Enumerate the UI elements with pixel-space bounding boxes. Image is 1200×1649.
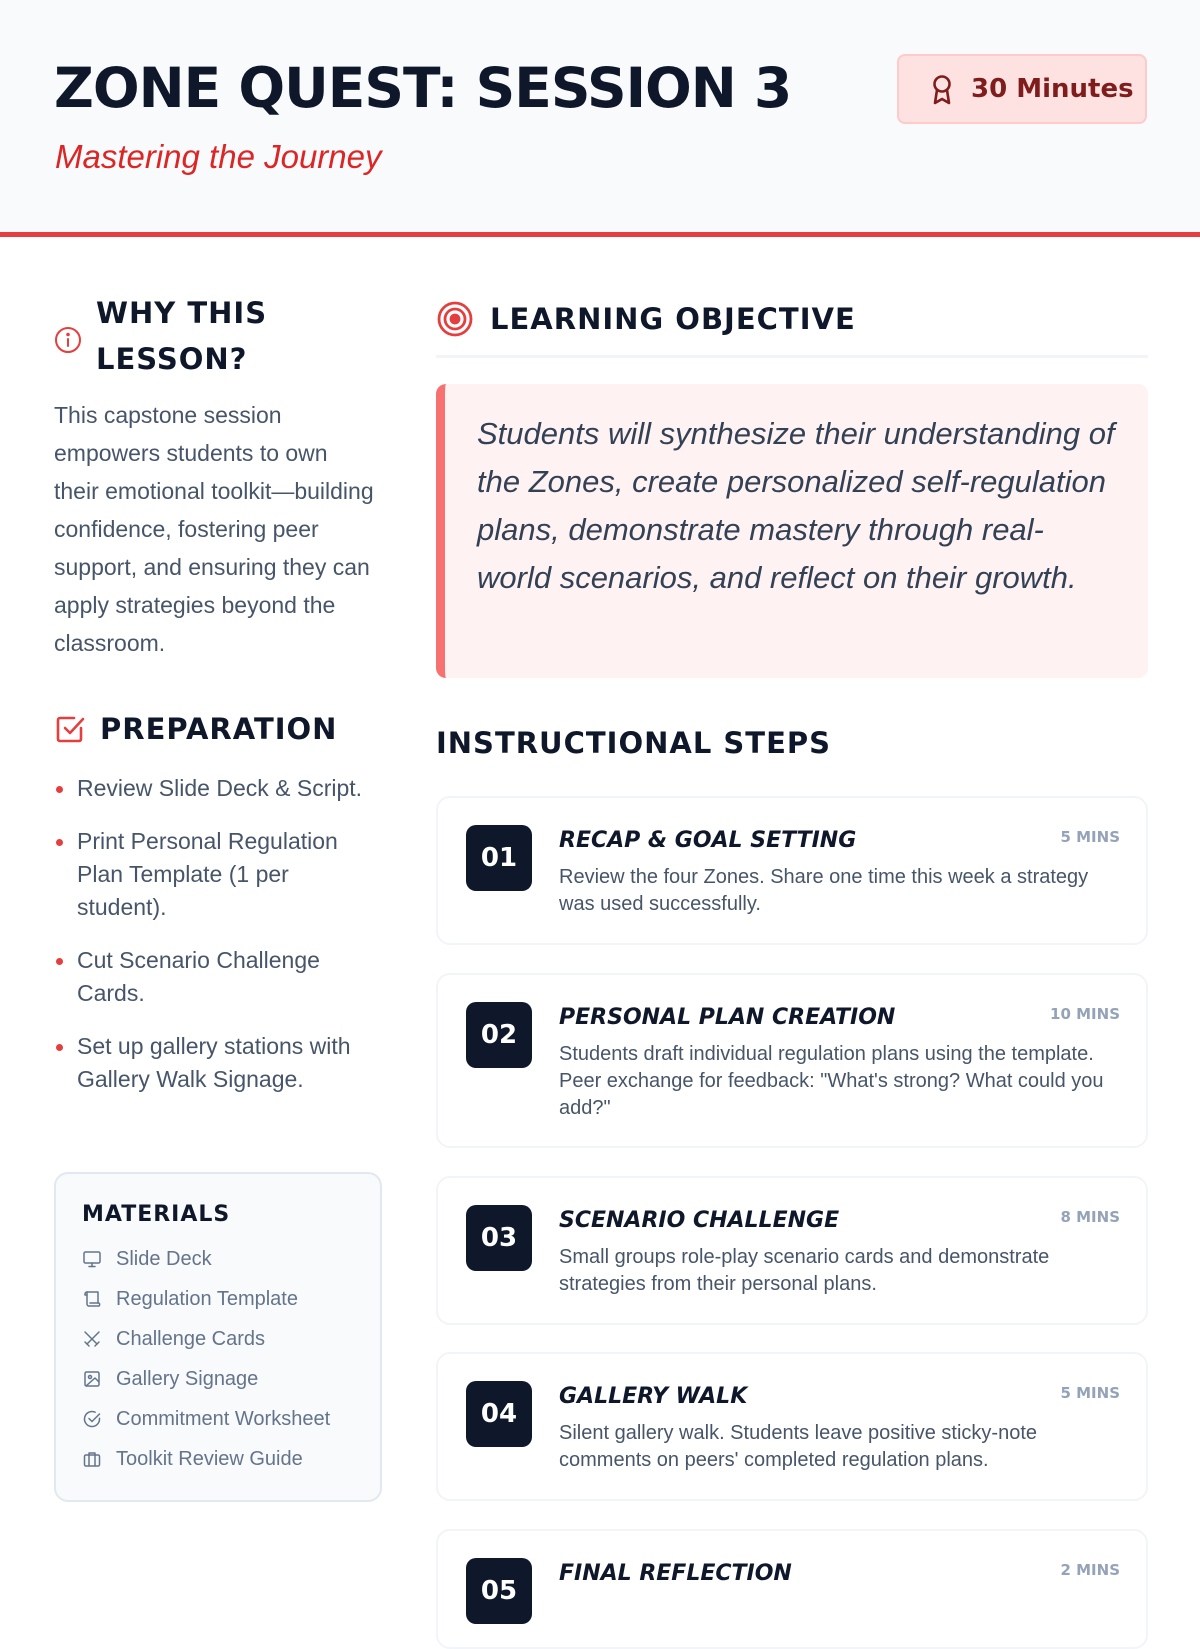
why-text: This capstone session empowers students to own their emotional toolkit—building confidence, fostering peer support, and ensuring they can apply strategies beyond the classroom.: [54, 402, 374, 656]
step-number: 03: [466, 1205, 532, 1271]
step-title: FINAL REFLECTION: [559, 1561, 792, 1586]
step-title: SCENARIO CHALLENGE: [559, 1208, 840, 1233]
step-number: 02: [466, 1002, 532, 1068]
monitor-icon: [82, 1249, 102, 1269]
checkbox-icon: [54, 713, 86, 745]
step-duration: 5 MINS: [1060, 1384, 1120, 1402]
step-number: 04: [466, 1381, 532, 1447]
list-item: Set up gallery stations with Gallery Walk Signage.: [54, 1030, 384, 1096]
step-duration: 10 MINS: [1050, 1005, 1120, 1023]
list-item: Print Personal Regulation Plan Template (1 per student).: [54, 825, 384, 924]
preparation-heading: [54, 706, 384, 752]
image-icon: [82, 1369, 102, 1389]
step-description: Students draft individual regulation plans using the template. Peer exchange for feedback: "What's strong? What could you add?": [559, 1043, 1104, 1119]
why-heading-line1: WHY THIS: [96, 296, 268, 330]
material-item: Gallery Signage: [82, 1359, 354, 1399]
steps-title: INSTRUCTIONAL STEPS: [436, 726, 832, 760]
swords-icon: [82, 1329, 102, 1349]
list-item: Cut Scenario Challenge Cards.: [54, 944, 384, 1010]
objective-text: Students will synthesize their understanding of the Zones, create personalized self-regulation plans, demonstrate mastery through real-world scenarios, and reflect on their growth.: [477, 416, 1115, 595]
page-subtitle: Mastering the Journey: [55, 138, 382, 175]
step-card: [436, 796, 1148, 945]
target-icon: [436, 300, 474, 338]
objective-callout: [436, 384, 1148, 678]
material-item: Slide Deck: [82, 1239, 354, 1279]
step-card: [436, 973, 1148, 1148]
lesson-header: [0, 0, 1200, 237]
step-description: Silent gallery walk. Students leave positive sticky-note comments on peers' completed regulation plans.: [559, 1422, 1038, 1471]
material-item: Regulation Template: [82, 1279, 354, 1319]
step-description: Review the four Zones. Share one time this week a strategy was used successfully.: [559, 866, 1089, 915]
step-card: [436, 1529, 1148, 1649]
main-column: [436, 290, 1148, 760]
step-title: RECAP & GOAL SETTING: [559, 828, 857, 853]
duration-badge: [897, 54, 1147, 124]
duration-label: 30 Minutes: [971, 74, 1134, 104]
scroll-icon: [82, 1289, 102, 1309]
check-circle-icon: [82, 1409, 102, 1429]
objective-heading: [436, 290, 1148, 358]
info-icon: [54, 326, 82, 354]
why-heading-line2: LESSON?: [96, 342, 248, 376]
step-title: GALLERY WALK: [559, 1384, 748, 1409]
briefcase-icon: [82, 1449, 102, 1469]
materials-title: MATERIALS: [82, 1202, 231, 1227]
objective-title: LEARNING OBJECTIVE: [490, 301, 856, 336]
material-item: Commitment Worksheet: [82, 1399, 354, 1439]
sidebar-column: [54, 290, 384, 1116]
step-duration: 2 MINS: [1060, 1561, 1120, 1579]
why-heading: [54, 290, 384, 382]
page-title: ZONE QUEST: SESSION 3: [54, 56, 792, 120]
material-item: Challenge Cards: [82, 1319, 354, 1359]
preparation-title: PREPARATION: [100, 712, 338, 746]
materials-card: [54, 1172, 382, 1502]
step-number: 05: [466, 1558, 532, 1624]
award-icon: [929, 73, 955, 105]
step-card: [436, 1352, 1148, 1501]
step-description: Small groups role-play scenario cards and demonstrate strategies from their personal plans.: [559, 1246, 1050, 1295]
step-number: 01: [466, 825, 532, 891]
step-card: [436, 1176, 1148, 1325]
step-duration: 8 MINS: [1060, 1208, 1120, 1226]
step-title: PERSONAL PLAN CREATION: [559, 1005, 896, 1030]
list-item: Review Slide Deck & Script.: [54, 772, 384, 805]
material-item: Toolkit Review Guide: [82, 1439, 354, 1479]
step-duration: 5 MINS: [1060, 828, 1120, 846]
preparation-list: [54, 772, 384, 1096]
